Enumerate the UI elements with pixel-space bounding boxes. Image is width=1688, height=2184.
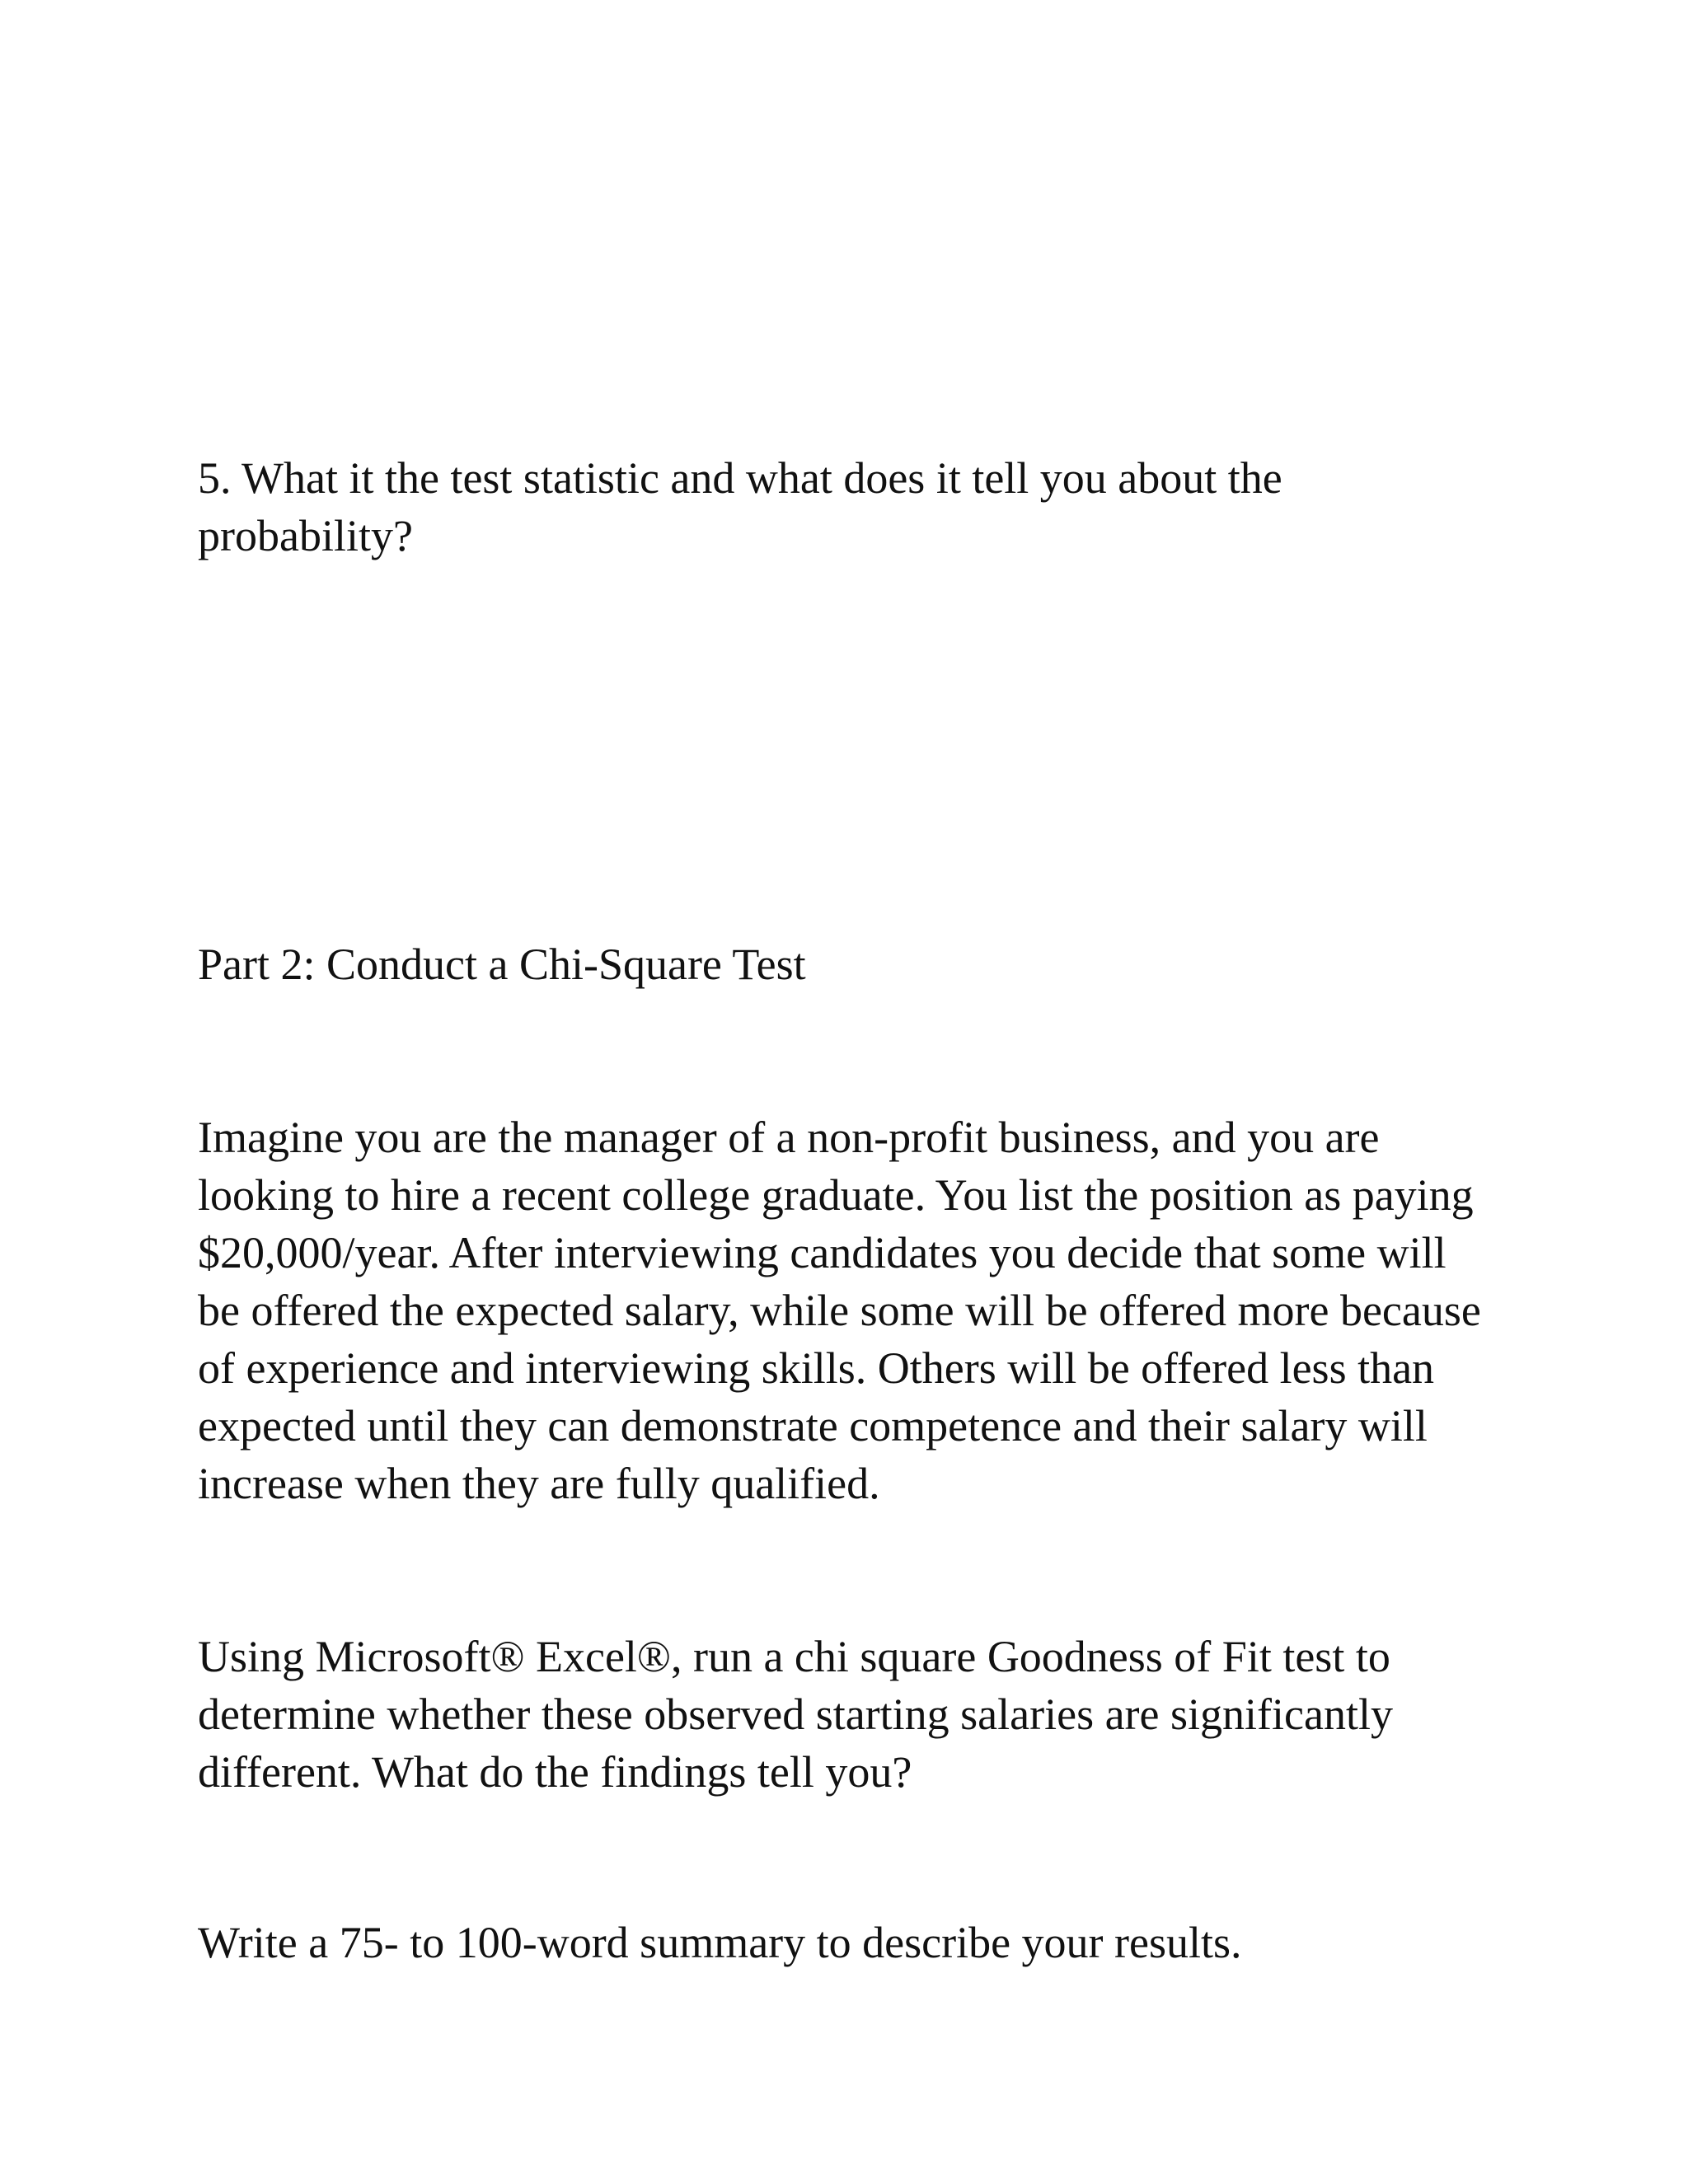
question-5 (198, 449, 1500, 565)
scenario-line: of experience and interviewing skills. Others will be offered less than (198, 1343, 1435, 1393)
scenario-line: increase when they are fully qualified. (198, 1459, 880, 1508)
instruction-paragraph (198, 1628, 1500, 1801)
scenario-line: Imagine you are the manager of a non-profit business, and you are (198, 1113, 1380, 1162)
instruction-line: Using Microsoft® Excel®, run a chi square Goodness of Fit test to (198, 1632, 1390, 1681)
scenario-line: looking to hire a recent college graduate. You list the position as paying (198, 1170, 1474, 1220)
scenario-paragraph (198, 1108, 1500, 1512)
scenario-line: expected until they can demonstrate competence and their salary will (198, 1401, 1428, 1451)
question-5-line: 5. What it the test statistic and what does it tell you about the (198, 453, 1282, 503)
part-2-heading: Part 2: Conduct a Chi-Square Test (198, 940, 806, 989)
summary-prompt: Write a 75- to 100-word summary to describe your results. (198, 1918, 1242, 1967)
question-5-line: probability? (198, 511, 413, 560)
scenario-line: be offered the expected salary, while some will be offered more because (198, 1286, 1481, 1335)
scenario-line: $20,000/year. After interviewing candidates you decide that some will (198, 1228, 1447, 1277)
instruction-line: determine whether these observed starting salaries are significantly (198, 1690, 1393, 1739)
instruction-line: different. What do the findings tell you? (198, 1747, 912, 1797)
